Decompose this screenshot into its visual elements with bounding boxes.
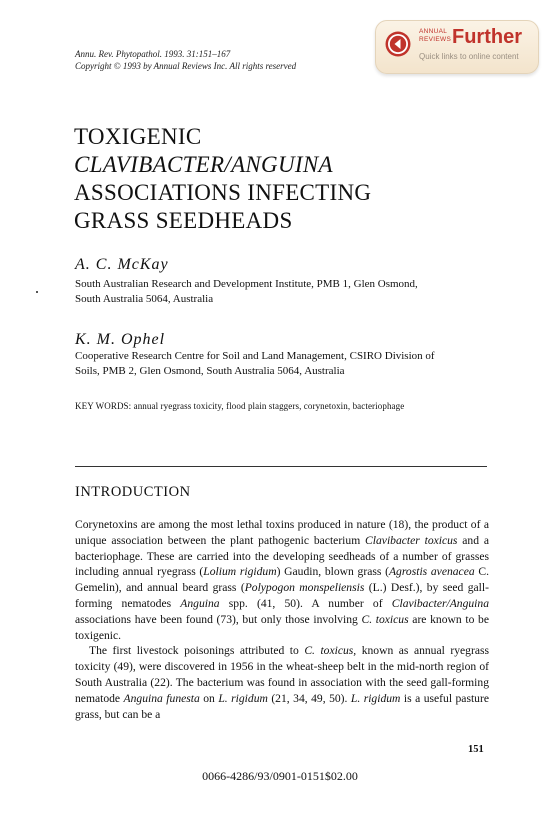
further-badge[interactable] — [375, 20, 539, 74]
title-line-3: ASSOCIATIONS INFECTING — [74, 180, 372, 205]
annual-reviews-wordmark — [419, 28, 451, 44]
italic-run: L. rigidum — [218, 691, 268, 705]
italic-run: Anguina funesta — [123, 691, 200, 705]
badge-subtitle: Quick links to online content — [419, 52, 519, 61]
author-name: K. M. Ophel — [75, 331, 166, 348]
copyright-line: Copyright © 1993 by Annual Reviews Inc. All rights reserved — [75, 61, 297, 71]
annual-reviews-logo-icon — [385, 31, 411, 57]
italic-run: Agrostis avenacea — [388, 565, 475, 579]
keywords-line: KEY WORDS: annual ryegrass toxicity, flood plain staggers, corynetoxin, bacteriophage — [75, 401, 405, 411]
text-run: (L.) Desf.), by seed gall-forming nematodes — [75, 581, 489, 610]
affiliation-line: Cooperative Research Centre for Soil and Land Management, CSIRO Division of — [75, 350, 435, 362]
italic-run: Polypogon monspeliensis — [244, 581, 365, 595]
section-heading: INTRODUCTION — [75, 484, 191, 500]
italic-run: Clavibacter toxicus — [365, 533, 458, 547]
italic-run: Anguina — [180, 596, 220, 610]
badge-annual-text: ANNUAL — [419, 28, 448, 35]
affiliation-line: Soils, PMB 2, Glen Osmond, South Australia 5064, Australia — [75, 365, 345, 377]
text-run: are known to be toxigenic. — [75, 612, 489, 642]
text-run: is a useful pasture grass, but can be a — [75, 691, 489, 721]
title-line-1: TOXIGENIC — [74, 124, 202, 149]
text-run: Corynetoxins are among the most lethal toxins produced in nature (18), the product of a unique association between the plant pathogenic bacterium — [75, 518, 489, 547]
introduction-body — [75, 517, 489, 722]
paragraph — [75, 643, 489, 722]
margin-dot — [36, 291, 38, 293]
page-number: 151 — [468, 744, 484, 755]
text-run: spp. (41, 50). A number of — [219, 596, 392, 610]
title-line-2: CLAVIBACTER/ANGUINA — [74, 152, 333, 177]
text-run: (21, 34, 49, 50). — [267, 691, 351, 705]
footer-code: 0066-4286/93/0901-0151$02.00 — [202, 769, 358, 783]
text-run: on — [199, 691, 219, 705]
text-run: associations have been found (73), but only those involving — [75, 612, 362, 626]
article-title — [74, 123, 494, 235]
text-run: known as annual ryegrass toxicity (49), were discovered in 1956 in the wheat-sheep belt in the mid-north region of South Australia (22). The bacterium was found in association with the seed gall-forming nematode — [75, 644, 489, 705]
italic-run: C. toxicus — [361, 612, 409, 626]
text-run: The first livestock poisonings attributed to — [89, 644, 305, 658]
italic-run: Lolium rigidum — [203, 565, 277, 579]
italic-run: Clavibacter/Anguina — [391, 596, 489, 610]
badge-reviews-text: REVIEWS — [419, 36, 452, 43]
title-line-4: GRASS SEEDHEADS — [74, 208, 293, 233]
author-name: A. C. McKay — [75, 256, 169, 273]
author-affiliation — [75, 277, 495, 307]
journal-line: Annu. Rev. Phytopathol. 1993. 31:151–167 — [75, 49, 231, 59]
italic-run: C. toxicus, — [304, 644, 357, 658]
paragraph — [75, 517, 489, 643]
section-divider — [75, 466, 487, 467]
affiliation-line: South Australia 5064, Australia — [75, 293, 214, 305]
badge-further-text: Further — [452, 26, 522, 48]
text-run: C. Gemelin), and annual beard grass ( — [75, 565, 489, 595]
journal-citation — [75, 48, 296, 72]
italic-run: L. rigidum — [350, 691, 401, 705]
affiliation-line: South Australian Research and Development Institute, PMB 1, Glen Osmond, — [75, 278, 418, 290]
text-run: ) Gaudin, blown grass ( — [276, 565, 389, 579]
author-affiliation — [75, 349, 495, 379]
text-run: and a bacteriophage. These are carried into the developing seedheads of a number of grasses including annual ryegrass ( — [75, 533, 489, 579]
